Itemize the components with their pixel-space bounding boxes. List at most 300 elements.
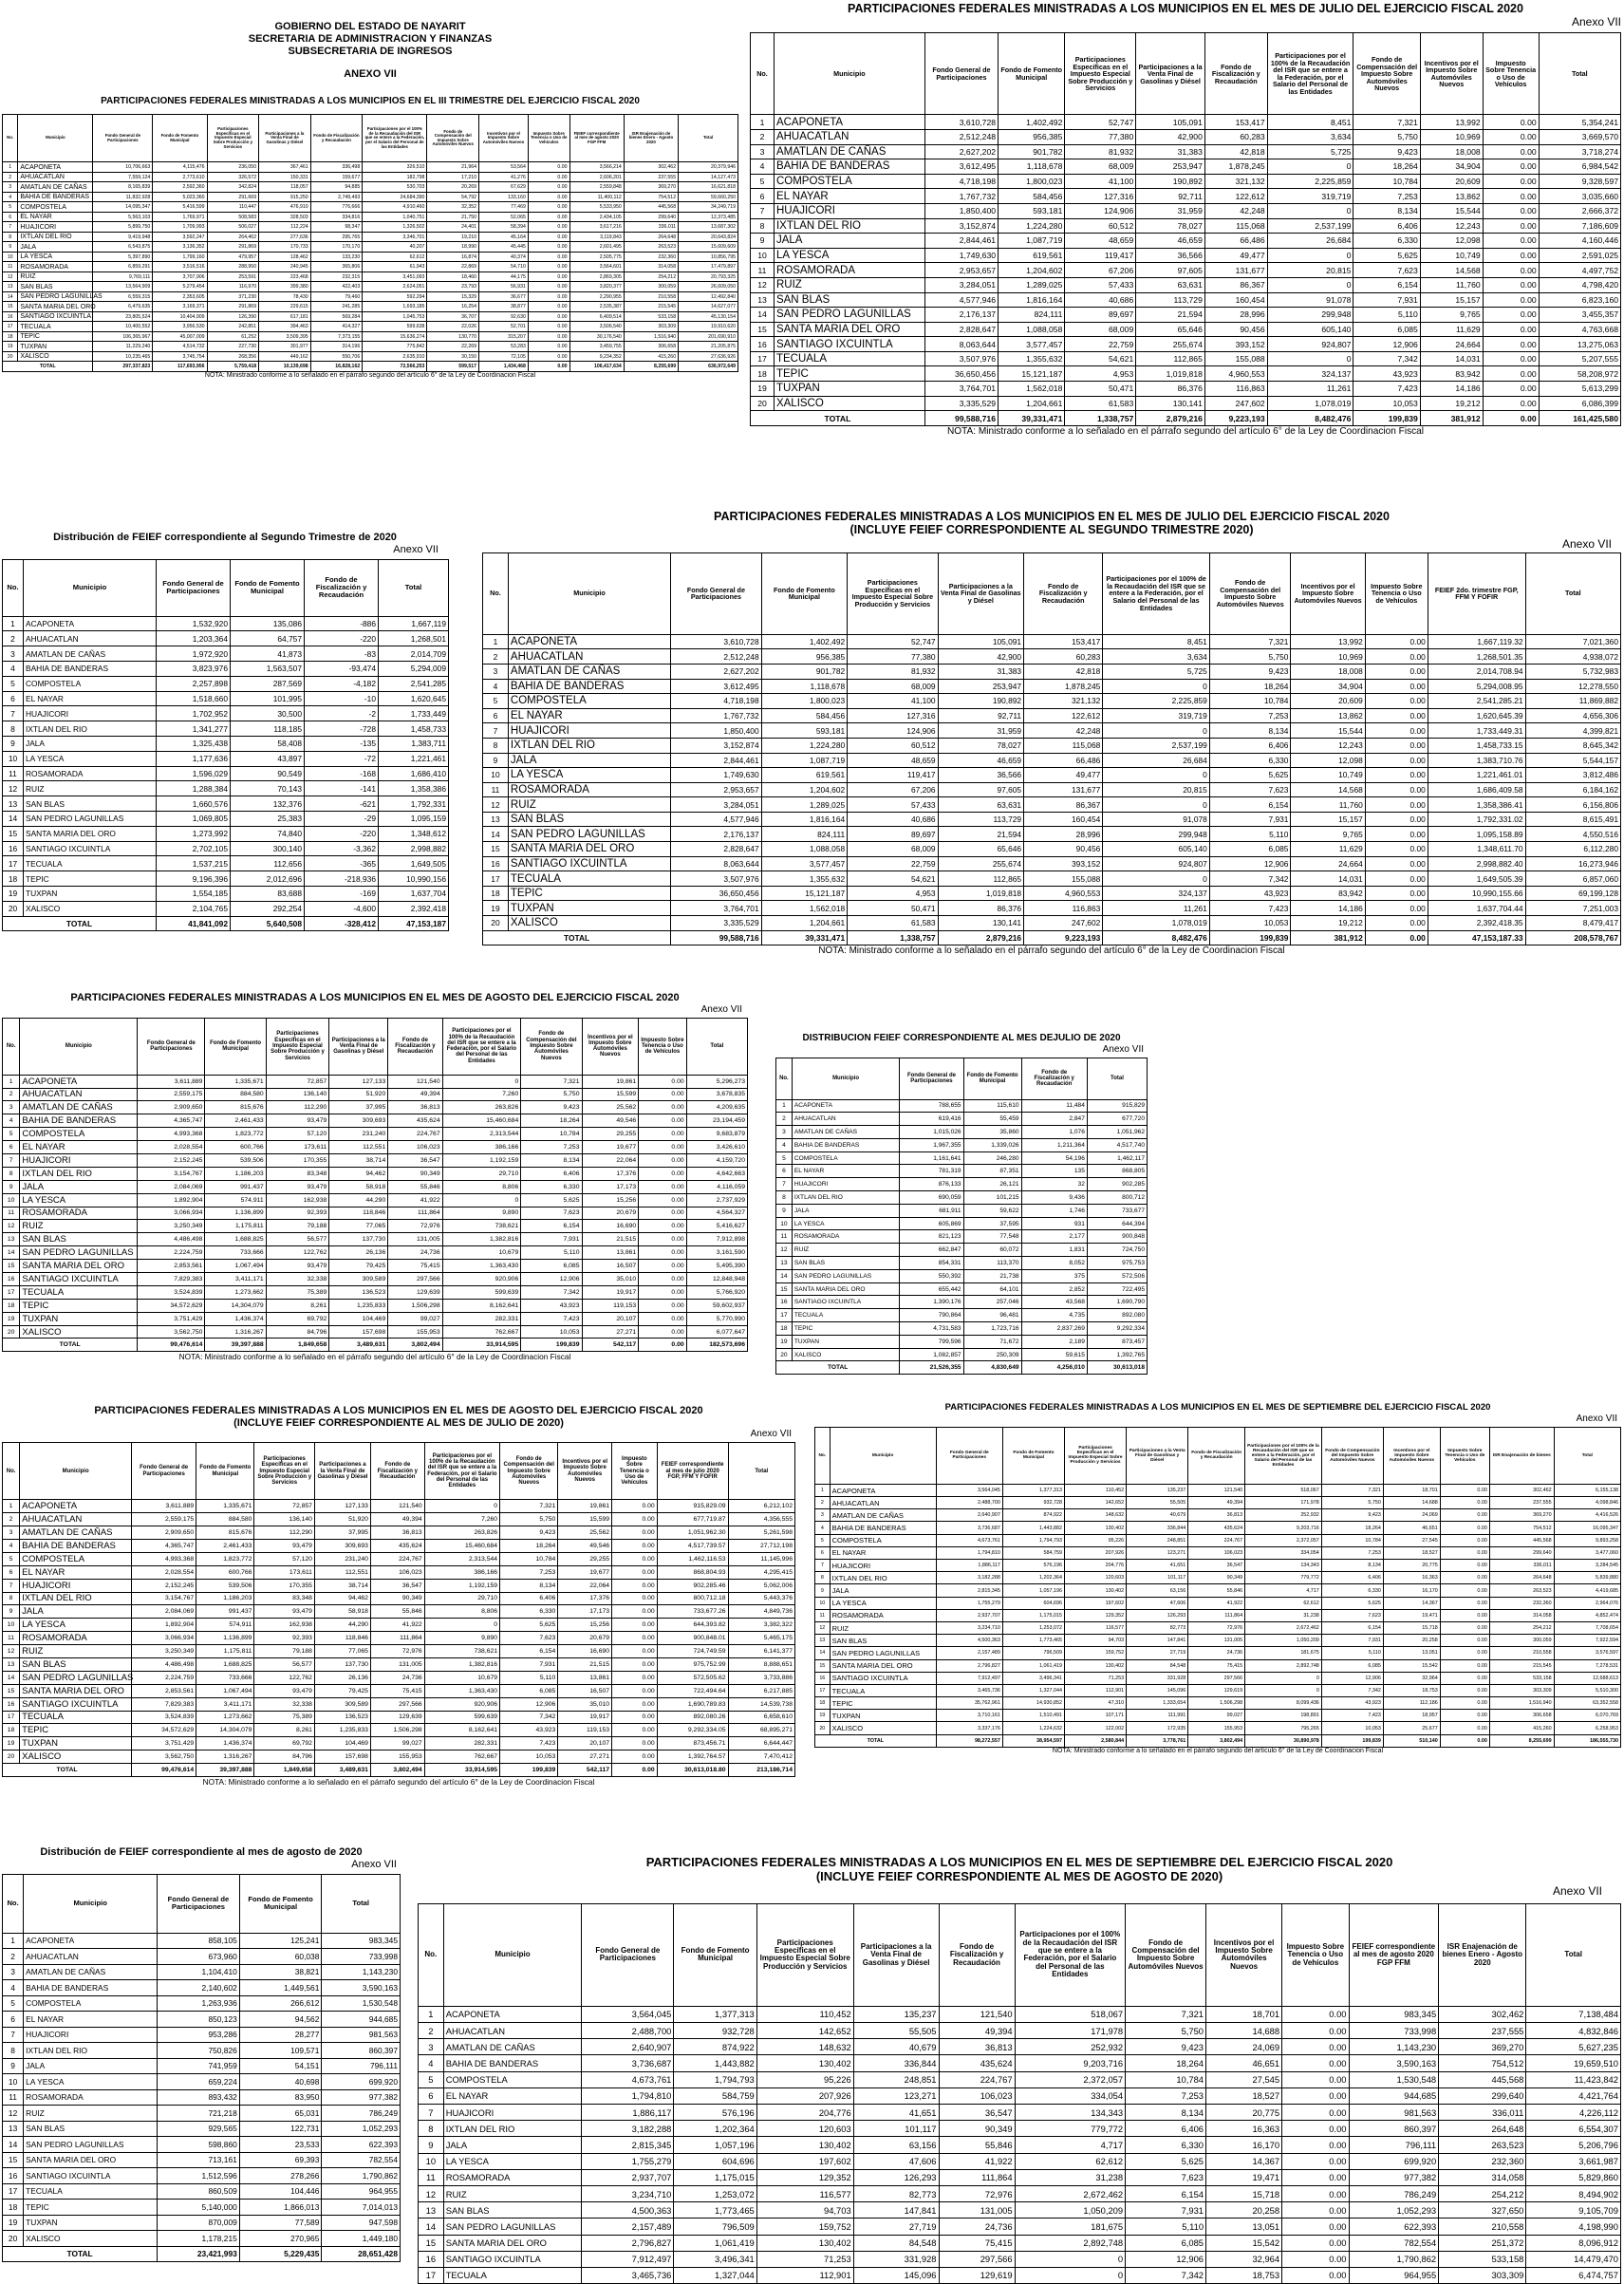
value-cell: 4,514,732	[153, 342, 207, 352]
value-cell: 1,358,386.41	[1428, 797, 1525, 813]
row-number: 9	[815, 1584, 831, 1597]
value-cell: 60,038	[239, 1949, 322, 1965]
value-cell: 371,230	[207, 291, 259, 302]
value-cell: 111,864	[939, 2169, 1015, 2185]
value-cell: 29,710	[442, 1167, 521, 1180]
value-cell: 90,349	[1188, 1572, 1245, 1584]
value-cell: 26,136	[314, 1671, 370, 1684]
municipio-name: ROSAMORADA	[20, 1632, 132, 1645]
value-cell: 0.00	[1365, 797, 1428, 813]
value-cell: 15,718	[1383, 1621, 1440, 1634]
municipio-name: IXTLAN DEL RIO	[24, 2043, 158, 2059]
value-cell: 99,027	[388, 1312, 442, 1325]
value-cell: 0.00	[612, 1513, 658, 1526]
value-cell: 60,283	[1024, 649, 1103, 665]
value-cell: 6,077,647	[686, 1325, 747, 1339]
value-cell: 122,762	[266, 1246, 329, 1260]
table-row	[3, 2200, 401, 2216]
value-cell: 18,264	[1126, 2055, 1206, 2071]
column-header: Impuesto Sobre Tenencia o Uso de Vehículos	[1365, 552, 1428, 634]
value-cell: 12,098	[1291, 753, 1365, 768]
column-header: ISR Enajenación de bienes Enero - Agosto 2020	[624, 115, 678, 162]
value-cell: 5,443,376	[728, 1592, 794, 1605]
value-cell: 61,943	[363, 262, 427, 272]
value-cell: 19,861	[582, 1075, 639, 1088]
value-cell: 3,284,051	[924, 277, 998, 292]
value-cell: 159,677	[310, 172, 363, 182]
value-cell: 63,352,558	[1554, 1697, 1620, 1710]
row-number: 11	[776, 1230, 793, 1244]
value-cell: 60,283	[1204, 129, 1267, 144]
row-number: 11	[751, 263, 775, 278]
row-number: 14	[483, 827, 509, 842]
value-cell: -220	[305, 631, 379, 646]
value-cell: 1,204,661	[999, 396, 1065, 411]
value-cell: 4,500,363	[582, 2202, 674, 2218]
value-cell: 207,926	[756, 2087, 853, 2104]
value-cell: 334,816	[310, 212, 363, 222]
value-cell: 15,718	[1206, 2185, 1282, 2201]
value-cell: 7,922,594	[1554, 1635, 1620, 1647]
total-row	[3, 362, 738, 372]
column-header: Total	[679, 115, 738, 162]
value-cell: 7,423	[1321, 1710, 1383, 1722]
value-cell: 36,566	[1136, 248, 1205, 263]
total-row	[776, 1361, 1148, 1375]
value-cell: 6,156,806	[1525, 797, 1620, 813]
value-cell: 0.00	[639, 1114, 686, 1128]
value-cell: 248,851	[853, 2071, 939, 2087]
municipio-name: SAN PEDRO LAGUNILLAS	[774, 308, 924, 323]
value-cell: 550,392	[900, 1269, 963, 1282]
table-row	[3, 1657, 795, 1671]
value-cell: 5,750	[1126, 2023, 1206, 2039]
table-row	[751, 218, 1621, 234]
value-cell: 445,568	[1489, 1534, 1554, 1546]
value-cell: 6,154	[1321, 1621, 1383, 1634]
municipio-name: AMATLAN DE CAÑAS	[830, 1509, 936, 1522]
value-cell: 1,537,215	[157, 856, 231, 871]
value-cell: 15,256	[582, 1193, 639, 1207]
value-cell: 10,784	[500, 1552, 558, 1565]
value-cell: 181,675	[1015, 2218, 1126, 2235]
municipio-name: ACAPONETA	[508, 634, 670, 649]
municipio-name: SANTIAGO IXCUINTLA	[774, 337, 924, 352]
value-cell: 9,423	[1126, 2039, 1206, 2055]
table-row	[3, 242, 738, 253]
value-cell: 157,698	[314, 1750, 370, 1764]
value-cell: 263,826	[442, 1101, 521, 1114]
value-cell: 44,290	[314, 1619, 370, 1632]
value-cell: 644,393.82	[657, 1619, 728, 1632]
row-number: 7	[3, 1579, 20, 1592]
value-cell: 63,631	[1136, 277, 1205, 292]
table-row	[776, 1191, 1148, 1205]
value-cell: 16,690	[582, 1220, 639, 1233]
value-cell: 584,456	[999, 189, 1065, 204]
value-cell: 659,224	[158, 2074, 240, 2090]
value-cell: 2,909,650	[138, 1101, 205, 1114]
municipio-name: XALISCO	[24, 901, 157, 916]
row-number: 7	[3, 2027, 24, 2043]
value-cell: 15,121,187	[999, 366, 1065, 382]
table-row	[3, 1605, 795, 1619]
value-cell: 46,651	[1383, 1522, 1440, 1534]
value-cell: 43,568	[1021, 1296, 1087, 1309]
value-cell: 119,153	[558, 1724, 612, 1737]
value-cell: 133,230	[310, 252, 363, 262]
row-number: 11	[3, 1207, 20, 1220]
municipio-name: HUAJICORI	[508, 723, 670, 739]
column-header: Fondo de Fiscalización y Recaudación	[305, 559, 379, 616]
value-cell: 20,815	[1103, 782, 1210, 797]
value-cell: 46,659	[1136, 234, 1205, 249]
total-cell: 72,566,253	[363, 362, 427, 372]
value-cell: 3,764,701	[671, 901, 761, 916]
column-header: Municipio	[774, 33, 924, 115]
value-cell: 369,270	[624, 182, 678, 193]
value-cell: 1,516,940	[1489, 1697, 1554, 1710]
value-cell: 86,367	[1024, 797, 1103, 813]
value-cell: 134,343	[1245, 1560, 1322, 1572]
value-cell: 7,253	[1353, 189, 1420, 204]
table-title: DISTRIBUCION FEIEF CORRESPONDIENTE AL MES DEJULIO DE 2020	[802, 1033, 1121, 1043]
column-header: Participaciones a la Venta Final de Gasolinas y Diésel	[314, 1443, 370, 1500]
row-number: 3	[3, 1101, 20, 1114]
value-cell: 331,928	[853, 2251, 939, 2267]
value-cell: 0.00	[612, 1500, 658, 1513]
total-label: TOTAL	[483, 930, 671, 945]
value-cell: 1,235,833	[314, 1724, 370, 1737]
row-number: 12	[776, 1244, 793, 1257]
value-cell: 5,207,555	[1539, 351, 1620, 366]
column-header: Fondo de Fiscalización y Recaudación	[388, 1018, 442, 1075]
value-cell: 47,310	[1065, 1697, 1127, 1710]
value-cell: 11,261	[1267, 382, 1353, 397]
value-cell: 782,554	[1349, 2235, 1439, 2251]
table-row	[3, 291, 738, 302]
value-cell: 27,271	[558, 1750, 612, 1764]
value-cell: 815,676	[196, 1526, 254, 1540]
value-cell: 10,053	[1353, 396, 1420, 411]
column-header: FEIEF correspondiente al mes de agosto 2020 FGP FFM	[569, 115, 624, 162]
value-cell: 66,486	[1204, 234, 1267, 249]
value-cell: 62,612	[363, 252, 427, 262]
table-row	[3, 871, 449, 887]
value-cell: 870,009	[158, 2215, 240, 2231]
column-header: Fondo General de Participaciones	[671, 552, 761, 634]
value-cell: 644,394	[1087, 1217, 1147, 1230]
value-cell: 5,294,008.95	[1428, 679, 1525, 694]
value-cell: 2,640,907	[936, 1509, 1002, 1522]
table-row	[3, 1207, 748, 1220]
table-row	[483, 886, 1621, 901]
row-number: 1	[3, 1075, 20, 1088]
value-cell: 254,212	[1489, 1621, 1554, 1634]
value-cell: 3,335,529	[924, 396, 998, 411]
table-row	[3, 1949, 401, 1965]
value-cell: 924,807	[1267, 337, 1353, 352]
value-cell: 155,953	[388, 1325, 442, 1339]
value-cell: 16,507	[582, 1260, 639, 1273]
municipio-name: IXTLAN DEL RIO	[20, 1167, 138, 1180]
value-cell: 14,031	[1420, 351, 1483, 366]
value-cell: 7,021,360	[1525, 634, 1620, 649]
value-cell: 130,402	[1065, 1522, 1127, 1534]
table-row	[3, 2012, 401, 2028]
value-cell: 4,486,498	[132, 1657, 196, 1671]
value-cell: 884,580	[196, 1513, 254, 1526]
value-cell: 1,767,732	[671, 708, 761, 723]
row-number: 10	[776, 1217, 793, 1230]
municipio-name: SANTA MARIA DEL ORO	[20, 1684, 132, 1697]
table-row	[3, 1128, 748, 1141]
value-cell: 779,772	[1015, 2121, 1126, 2137]
row-number: 16	[776, 1296, 793, 1309]
value-cell: 107,171	[1065, 1710, 1127, 1722]
value-cell: 136,523	[314, 1711, 370, 1724]
total-cell: 4,256,010	[1021, 1361, 1087, 1375]
row-number: 13	[751, 292, 775, 308]
block-septiembre-feief	[418, 1855, 1621, 2281]
value-cell: 892,080	[1087, 1309, 1147, 1322]
row-number: 6	[815, 1546, 831, 1559]
value-cell: 6,644,447	[728, 1737, 794, 1750]
value-cell: 49,394	[1188, 1497, 1245, 1509]
value-cell: 257,046	[963, 1296, 1021, 1309]
municipio-name: XALISCO	[24, 2231, 158, 2247]
value-cell: 593,181	[761, 723, 848, 739]
table-row	[815, 1546, 1621, 1559]
value-cell: 1,620,645.39	[1428, 708, 1525, 723]
row-number: 10	[3, 1193, 20, 1207]
value-cell: 264,648	[1489, 1572, 1554, 1584]
value-cell: 435,624	[939, 2055, 1015, 2071]
row-number: 5	[3, 1995, 24, 2012]
value-cell: 0.00	[612, 1697, 658, 1711]
column-header: Participaciones Específicas en el Impuesto Especial Sobre Producción y Servicios	[848, 552, 938, 634]
total-label: TOTAL	[3, 1764, 132, 1777]
value-cell: 1,746	[1021, 1204, 1087, 1217]
value-cell: 932,728	[1002, 1497, 1064, 1509]
value-cell: 118,846	[329, 1207, 388, 1220]
value-cell: 593,181	[999, 203, 1065, 218]
value-cell: 3,590,163	[322, 1980, 401, 1996]
value-cell: 1,088,058	[761, 842, 848, 857]
value-cell: 956,385	[999, 129, 1065, 144]
value-cell: 655,442	[900, 1282, 963, 1296]
table-row	[483, 827, 1621, 842]
total-row	[3, 2246, 401, 2262]
value-cell: 7,260	[442, 1088, 521, 1101]
value-cell: 4,642,663	[686, 1167, 747, 1180]
value-cell: 43,923	[521, 1299, 582, 1312]
value-cell: 415,260	[1489, 1722, 1554, 1734]
value-cell: 133,160	[479, 192, 529, 202]
table-row	[3, 1260, 748, 1273]
value-cell: 112,656	[231, 856, 305, 871]
row-number: 5	[751, 174, 775, 189]
row-number: 15	[3, 2152, 24, 2168]
value-cell: 23,194,459	[686, 1114, 747, 1128]
value-cell: 127,316	[848, 708, 938, 723]
value-cell: 315,207	[479, 331, 529, 342]
value-cell: 0.00	[1365, 842, 1428, 857]
total-cell: 0.00	[639, 1339, 686, 1352]
value-cell: 6,085	[1321, 1659, 1383, 1672]
value-cell: 1,095,158.89	[1428, 827, 1525, 842]
total-cell: 542,117	[558, 1764, 612, 1777]
total-cell: 21,526,355	[900, 1361, 963, 1375]
value-cell: 45,007,009	[153, 331, 207, 342]
value-cell: 1,087,719	[999, 234, 1065, 249]
value-cell: 17,376	[582, 1167, 639, 1180]
value-cell: 13,861	[582, 1246, 639, 1260]
value-cell: 0.00	[1440, 1659, 1489, 1672]
value-cell: 336,011	[1439, 2105, 1526, 2121]
value-cell: 4,160,446	[1539, 234, 1620, 249]
value-cell: 0.00	[1483, 159, 1539, 175]
value-cell: 0.00	[612, 1552, 658, 1565]
value-cell: 369,270	[1489, 1509, 1554, 1522]
total-cell: 8,255,699	[624, 362, 678, 372]
value-cell: 101,117	[1127, 1572, 1188, 1584]
value-cell: 232,315	[310, 271, 363, 282]
value-cell: 1,051,962.30	[657, 1526, 728, 1540]
value-cell: 25,562	[582, 1101, 639, 1114]
municipio-name: IXTLAN DEL RIO	[830, 1572, 936, 1584]
row-number: 19	[3, 886, 24, 901]
value-cell: 0.00	[1483, 174, 1539, 189]
column-header: Total	[322, 1874, 401, 1933]
municipio-name: TUXPAN	[24, 2215, 158, 2231]
row-number: 10	[483, 768, 509, 783]
anexo-label: Anexo VII	[1561, 536, 1612, 551]
value-cell: 3,169,371	[153, 302, 207, 312]
value-cell: 1,061,419	[1002, 1659, 1064, 1672]
value-cell: 23,805,524	[93, 311, 153, 322]
value-cell: 572,505.62	[657, 1671, 728, 1684]
column-header: No.	[419, 1903, 444, 2006]
table-row	[815, 1497, 1621, 1509]
value-cell: 10,679	[442, 1246, 521, 1260]
value-cell: 1,327,044	[674, 2267, 756, 2283]
value-cell: 18,008	[1420, 144, 1483, 159]
table-row	[751, 322, 1621, 337]
table-row	[3, 1724, 795, 1737]
table-row	[3, 2043, 401, 2059]
table-row	[483, 753, 1621, 768]
value-cell: 240,945	[259, 262, 311, 272]
row-number: 20	[751, 396, 775, 411]
value-cell: 11,229,240	[93, 342, 153, 352]
table-row	[3, 1565, 795, 1579]
row-number: 20	[3, 351, 18, 362]
value-cell: 30,500	[231, 706, 305, 721]
value-cell: 15,157	[1420, 292, 1483, 308]
value-cell: 1,823,772	[205, 1128, 266, 1141]
value-cell: 51,920	[329, 1088, 388, 1101]
block-agosto	[2, 992, 748, 1391]
total-cell: 106,417,634	[569, 362, 624, 372]
value-cell: 1,211,364	[1021, 1138, 1087, 1151]
row-number: 17	[419, 2267, 444, 2283]
value-cell: 24,069	[1383, 1509, 1440, 1522]
value-cell: 41,651	[1127, 1560, 1188, 1572]
value-cell: 17,173	[582, 1180, 639, 1193]
value-cell: 77,380	[1065, 129, 1136, 144]
table-note: NOTA: Ministrado conforme a lo señalado en el párrafo segundo del artículo 6° de la Ley de Coordinacion Fiscal	[946, 425, 1425, 437]
value-cell: 10,749	[1291, 768, 1365, 783]
value-cell: 110,452	[1065, 1484, 1127, 1496]
table-row	[3, 1088, 748, 1101]
value-cell: 8,134	[521, 1153, 582, 1167]
value-cell: 91,078	[1267, 292, 1353, 308]
value-cell: 3,346,701	[363, 232, 427, 242]
value-cell: 292,254	[231, 901, 305, 916]
row-number: 19	[3, 342, 18, 352]
value-cell: 7,912,497	[582, 2251, 674, 2267]
value-cell: 38,714	[314, 1579, 370, 1592]
value-cell: 4,953	[1065, 366, 1136, 382]
municipio-name: XALISCO	[792, 1348, 900, 1361]
value-cell: 796,111	[322, 2058, 401, 2074]
table-row	[3, 751, 449, 766]
municipio-name: ROSAMORADA	[774, 263, 924, 278]
value-cell: 5,544,157	[1525, 753, 1620, 768]
total-cell: 8,482,476	[1103, 930, 1210, 945]
municipio-name: IXTLAN DEL RIO	[20, 1592, 132, 1605]
table-row	[3, 1075, 748, 1088]
municipio-name: SANTA MARIA DEL ORO	[20, 1260, 138, 1273]
value-cell: 7,321	[1321, 1484, 1383, 1496]
value-cell: 125,241	[239, 1933, 322, 1949]
value-cell: 299,640	[1489, 1546, 1554, 1559]
value-cell: 2,796,827	[936, 1659, 1002, 1672]
value-cell: 0.00	[1483, 218, 1539, 234]
table-row	[815, 1684, 1621, 1696]
value-cell: 18,990	[427, 242, 479, 253]
value-cell: 2,313,544	[442, 1128, 521, 1141]
value-cell: 3,707,906	[153, 271, 207, 282]
table-row	[483, 634, 1621, 649]
value-cell: 1,326,502	[363, 222, 427, 233]
value-cell: 40,374	[479, 252, 529, 262]
value-cell: 190,892	[1136, 174, 1205, 189]
value-cell: 75,415	[939, 2235, 1015, 2251]
municipio-name: XALISCO	[830, 1722, 936, 1734]
value-cell: 46,659	[938, 753, 1024, 768]
row-number: 3	[3, 1526, 20, 1540]
value-cell: 0.00	[1440, 1647, 1489, 1659]
value-cell: 699,920	[322, 2074, 401, 2090]
row-number: 6	[776, 1165, 793, 1178]
value-cell: 1,178,215	[158, 2231, 240, 2247]
value-cell: 5,397,890	[93, 252, 153, 262]
value-cell: 3,459,755	[569, 342, 624, 352]
value-cell: 121,540	[388, 1075, 442, 1088]
column-header: Participaciones a la Venta Final de Gasolinas y Diésel	[329, 1018, 388, 1075]
value-cell: 901,782	[761, 664, 848, 679]
value-cell: 42,900	[1136, 129, 1205, 144]
value-cell: 1,562,018	[999, 382, 1065, 397]
table-row	[3, 737, 449, 752]
value-cell: 3,823,976	[157, 662, 231, 677]
value-cell: 55,846	[939, 2137, 1015, 2153]
value-cell: 9,234,352	[569, 351, 624, 362]
value-cell: 1,449,180	[322, 2231, 401, 2247]
value-cell: 5,625	[1209, 768, 1291, 783]
